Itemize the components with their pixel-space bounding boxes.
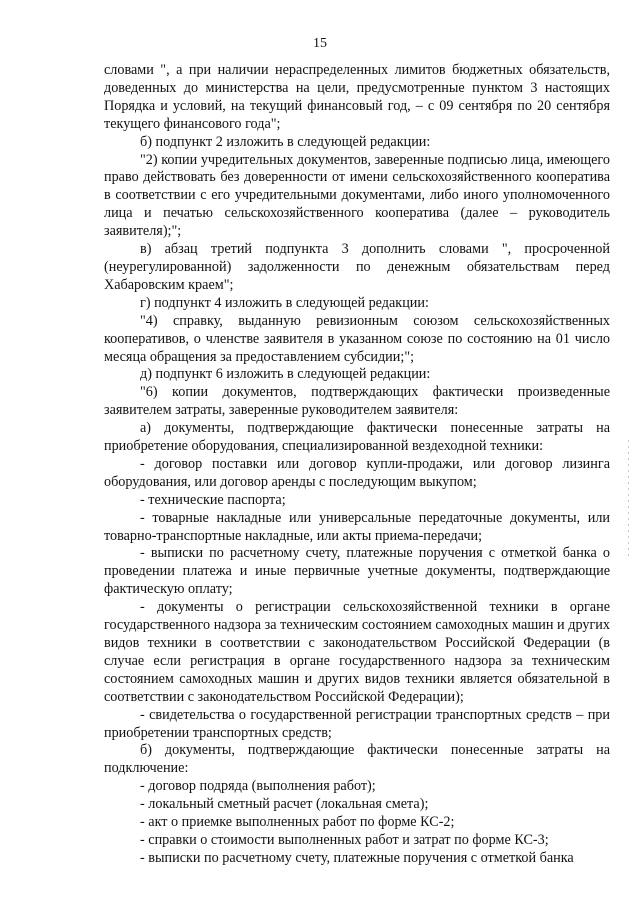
paragraph: - выписки по расчетному счету, платежные поручения с отметкой банка (140, 849, 574, 866)
paragraph: "6) копии документов, подтверждающих фактически произведенные заявителем затраты, заверенные руководителем заявителя: (104, 384, 610, 419)
paragraph: - договор поставки или договор купли-продажи, или договор лизинга оборудования, или договор аренды с последующим выкупом; (104, 455, 610, 490)
paragraph: д) подпункт 6 изложить в следующей редакции: (140, 366, 431, 383)
paragraph: - выписки по расчетному счету, платежные поручения с отметкой банка о проведении платежа и иные первичные учетные документы, подтверждающие фактическую оплату; (104, 545, 610, 598)
paragraph: а) документы, подтверждающие фактически понесенные затраты на приобретение оборудования, специализированной вездеходной техники: (104, 420, 610, 455)
paragraph: - свидетельства о государственной регистрации транспортных средств – при приобретении транспортных средств; (104, 706, 610, 741)
paragraph: - технические паспорта; (140, 491, 286, 508)
paragraph: - справки о стоимости выполненных работ и затрат по форме КС-3; (140, 831, 549, 848)
document-body (104, 62, 610, 868)
paragraph: в) абзац третий подпункта 3 дополнить словами ", просроченной (неурегулированной) задолженности по денежным обязательствам перед Хабаровским краем"; (104, 241, 610, 293)
paragraph: - договор подряда (выполнения работ); (140, 778, 376, 795)
paragraph: б) документы, подтверждающие фактически понесенные затраты на подключение: (104, 742, 610, 777)
paragraph: словами ", а при наличии нераспределенных лимитов бюджетных обязательств, доведенных до министерства на цели, предусмотренные пунктом 3 настоящих Порядка и условий, на текущий финансовый год, – с 09 сентября по 20 сентября текущего финансового года"; (104, 62, 610, 132)
paragraph: "2) копии учредительных документов, заверенные подписью лица, имеющего право действовать без доверенности от имени сельскохозяйственного кооператива в соответствии с его учредительными документами, либо иного уполномоченного лица и печатью сельскохозяйственного кооператива (далее – руководитель заявителя);"; (104, 151, 610, 240)
paragraph: "4) справку, выданную ревизионным союзом сельскохозяйственных кооперативов, о членстве заявителя в указанном союзе по состоянию на 01 число месяца обращения за предоставлением субсидии;"; (104, 312, 610, 365)
paragraph: - локальный сметный расчет (локальная смета); (140, 796, 429, 813)
paragraph: - товарные накладные или универсальные передаточные документы, или товарно-транспортные накладные, или акты приема-передачи; (104, 509, 610, 544)
page-number: 15 (313, 36, 327, 51)
paragraph: б) подпункт 2 изложить в следующей редакции: (140, 133, 431, 150)
paragraph: г) подпункт 4 изложить в следующей редакции: (140, 294, 429, 311)
scan-margin-artifact (628, 440, 629, 560)
paragraph: - акт о приемке выполненных работ по форме КС-2; (140, 814, 455, 831)
paragraph: - документы о регистрации сельскохозяйственной техники в органе государственного надзора за техническим состоянием самоходных машин и других видов техники в соответствии с законодательством Российской Федерации (в случае если регистрация в органе государственного надзора за техническим состоянием самоходных машин и других видов техники является обязательной в соответствии с законодательством Российской Федерации); (104, 599, 610, 705)
